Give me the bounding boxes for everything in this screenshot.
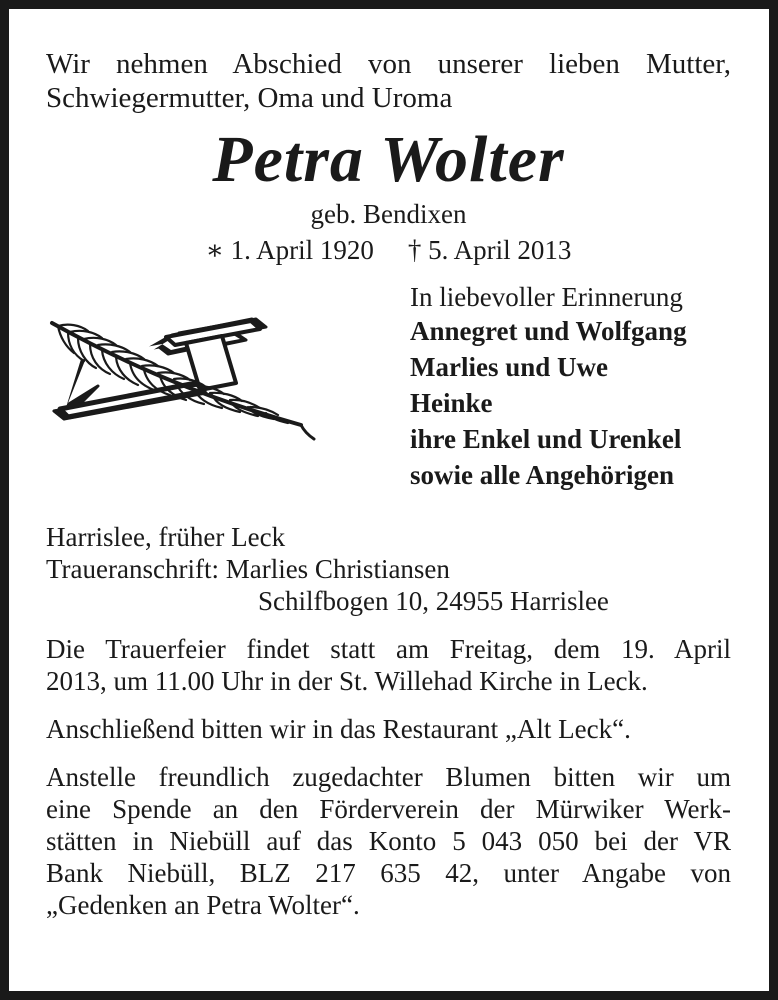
- ceremony-line: 2013, um 11.00 Uhr in der St. Willehad Kirche in Leck.: [46, 666, 648, 696]
- family-member: Heinke: [410, 388, 493, 418]
- notice-content: [46, 47, 731, 921]
- death-date: † 5. April 2013: [407, 235, 572, 265]
- donation-line: eine Spende an den Förderverein der Mürwiker Werk-: [46, 794, 731, 824]
- intro-text: [46, 47, 731, 115]
- life-dates: [46, 235, 731, 265]
- maiden-name: geb. Bendixen: [310, 199, 467, 229]
- family-member: Annegret und Wolfgang: [410, 316, 687, 346]
- intro-line-2: Schwiegermutter, Oma und Uroma: [46, 82, 453, 114]
- place-line: Harrislee, früher Leck: [46, 522, 286, 552]
- birth-date: ∗ 1. April 1920: [205, 235, 374, 265]
- ceremony-line: Die Trauerfeier findet statt am Freitag, dem 19. April: [46, 634, 731, 664]
- mourning-address: [46, 521, 731, 617]
- intro-line-1: Wir nehmen Abschied von unserer lieben Mutter,: [46, 48, 731, 80]
- cross-with-palm-branch-icon: [46, 313, 321, 453]
- reception-line: Anschließend bitten wir in das Restaurant „Alt Leck“.: [46, 714, 631, 744]
- ceremony-paragraph: [46, 633, 731, 697]
- emblem-and-family: [46, 281, 731, 515]
- reception-paragraph: [46, 713, 731, 745]
- address-street: Schilfbogen 10, 24955 Harrislee: [258, 586, 609, 616]
- donation-line: stätten in Niebüll auf das Konto 5 043 050 bei der VR: [46, 826, 731, 856]
- address-label: Traueranschrift: Marlies Christiansen: [46, 554, 450, 584]
- family-member: sowie alle Angehörigen: [410, 460, 674, 490]
- donation-line: „Gedenken an Petra Wolter“.: [46, 890, 360, 920]
- family-member: ihre Enkel und Urenkel: [410, 424, 682, 454]
- deceased-name: Petra Wolter: [212, 123, 565, 196]
- donation-line: Anstelle freundlich zugedachter Blumen bitten wir um: [46, 762, 731, 792]
- donation-line: Bank Niebüll, BLZ 217 635 42, unter Angabe von: [46, 858, 731, 888]
- family-block: [410, 281, 740, 493]
- memory-line: In liebevoller Erinnerung: [410, 282, 683, 312]
- family-member: Marlies und Uwe: [410, 352, 608, 382]
- donation-paragraph: [46, 761, 731, 921]
